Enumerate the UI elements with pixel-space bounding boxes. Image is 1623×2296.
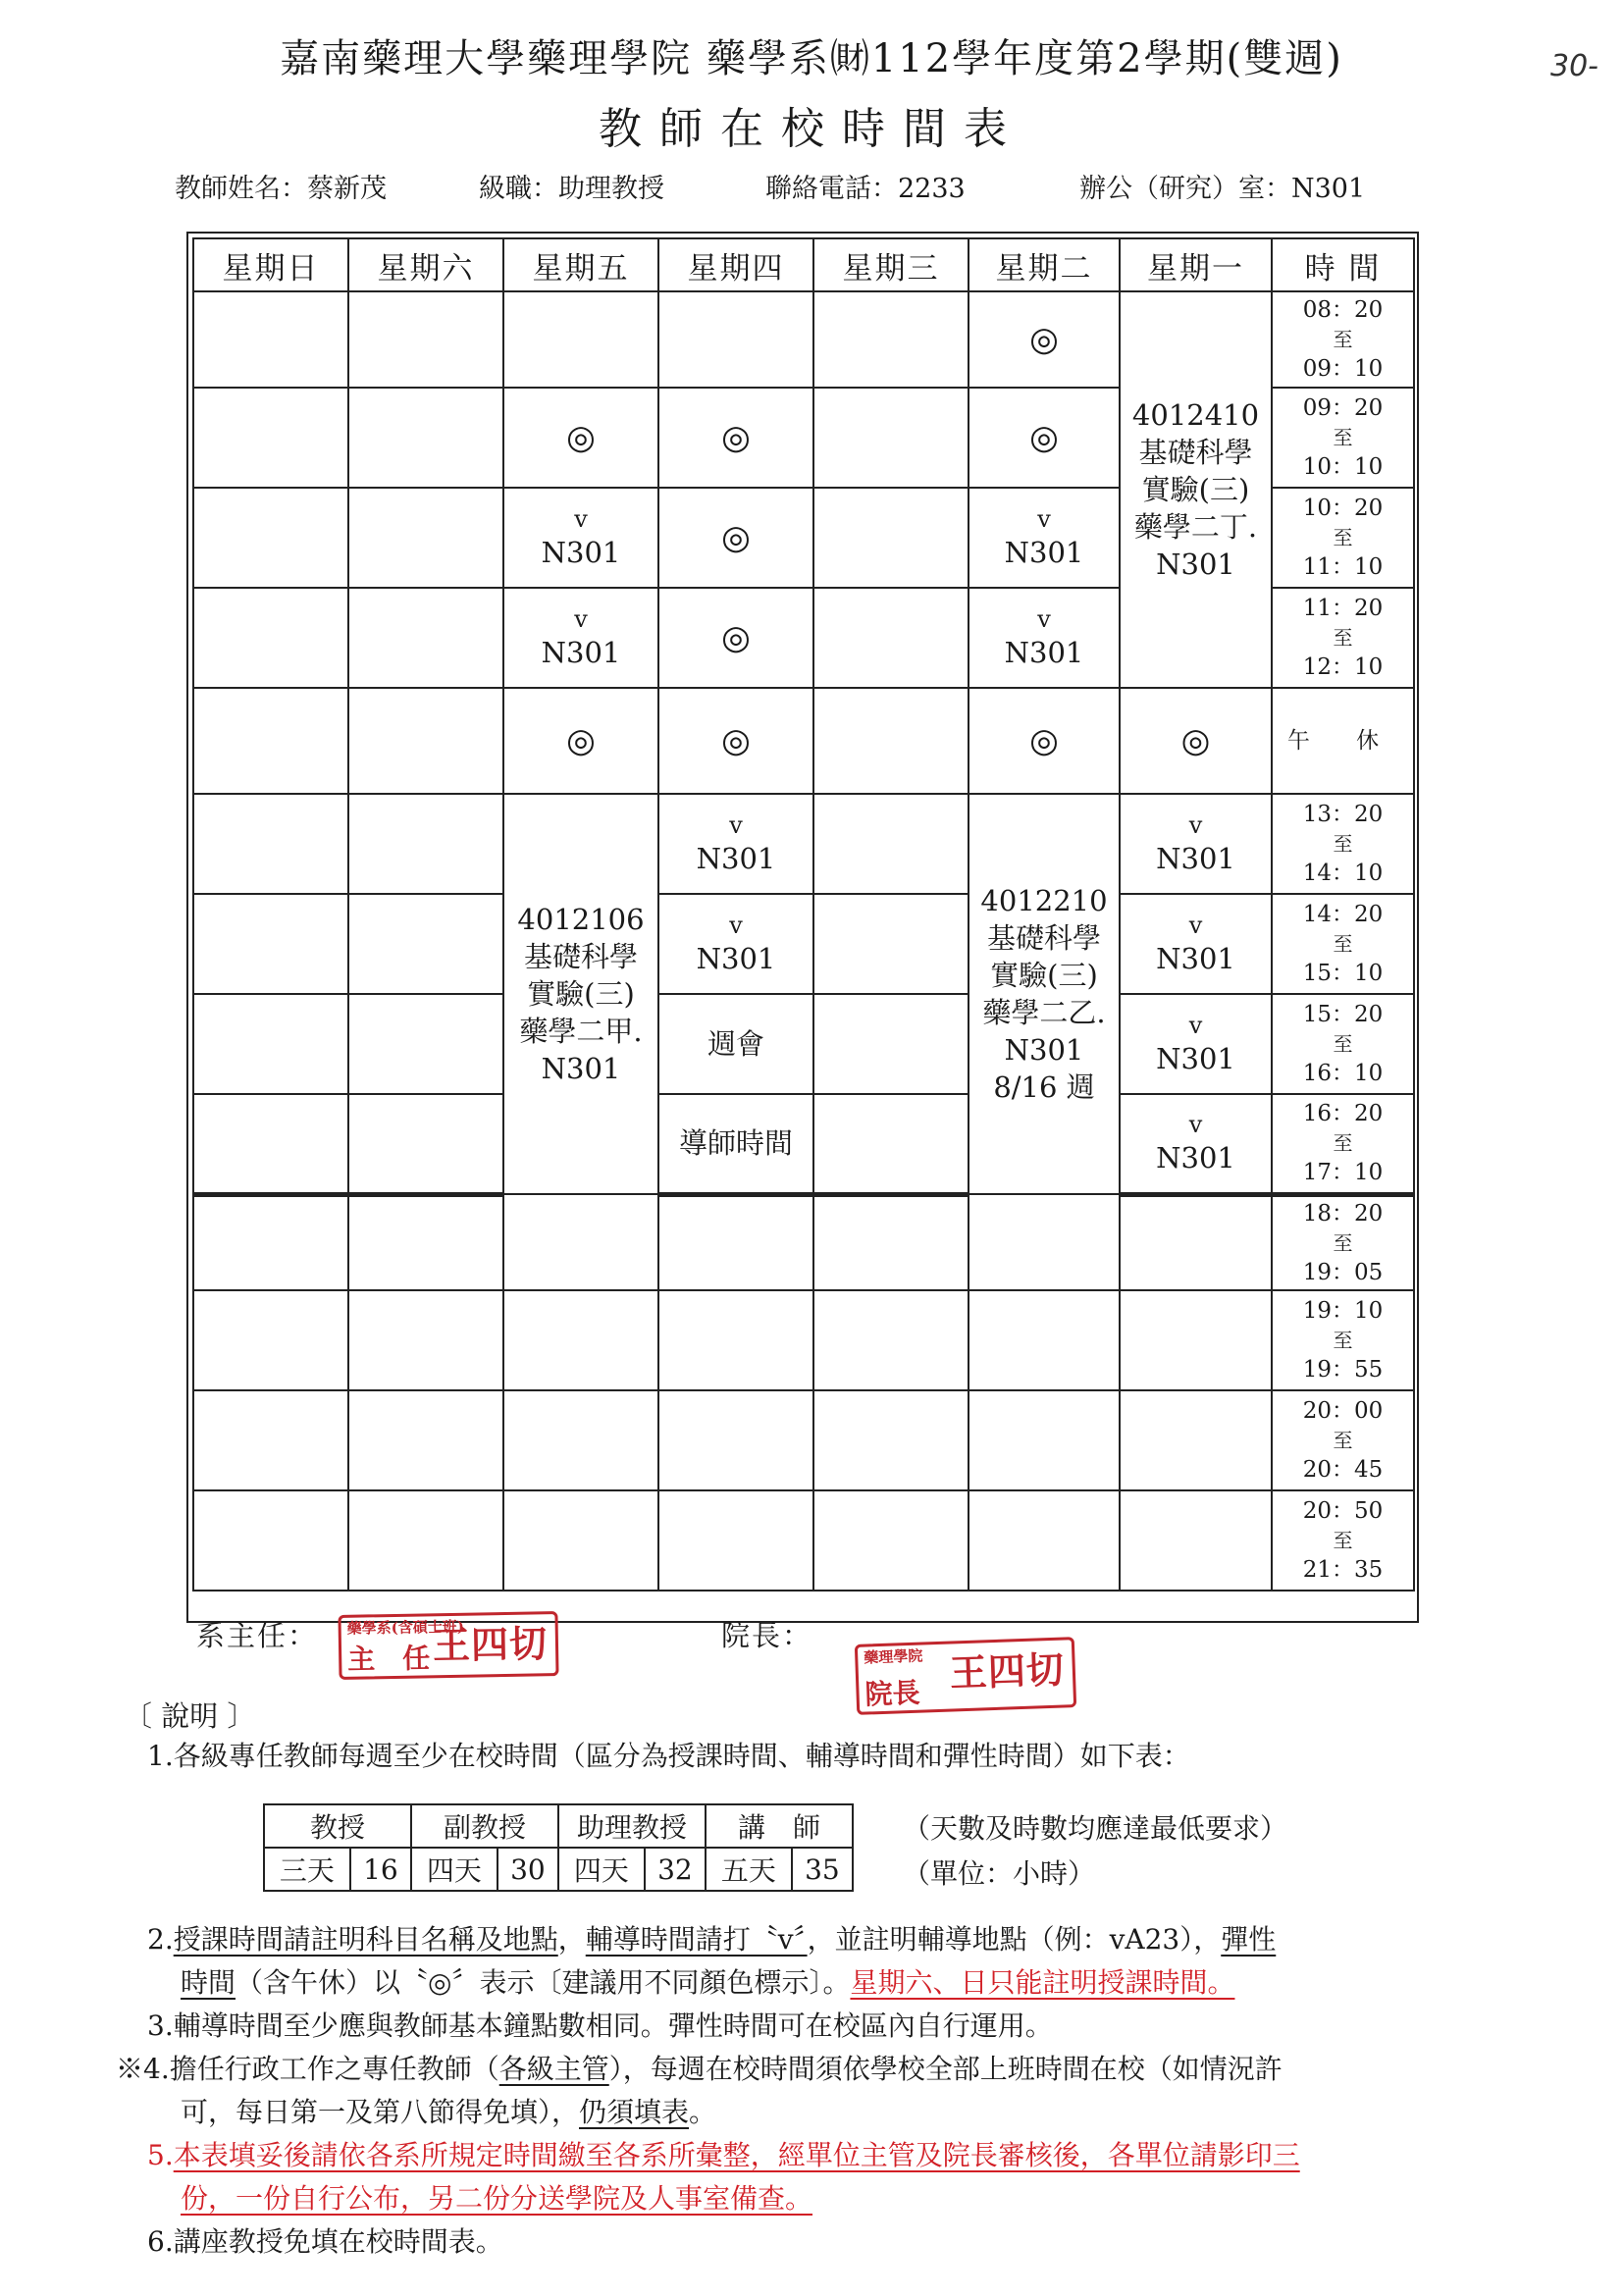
rank-title: 講 師 (706, 1804, 853, 1848)
note-5-text: 本表填妥後請依各系所規定時間繳至各系所彙整，經單位主管及院長審核後，各單位請影印三 (173, 2139, 1300, 2171)
dean-stamp (855, 1637, 1076, 1715)
time-cell-6 (1272, 894, 1414, 994)
rank-days: 四天 (558, 1848, 645, 1891)
note-number: 2. (147, 1923, 174, 1956)
header-monday: 星期一 (1120, 238, 1272, 291)
course-name: 基礎科學 (523, 940, 638, 973)
cell (348, 794, 503, 894)
header-friday: 星期五 (503, 238, 658, 291)
check-mark: v (729, 811, 743, 839)
flex-mark: ◎ (1029, 417, 1059, 457)
time-start: 13：20 (1302, 802, 1384, 827)
rank-days: 五天 (706, 1848, 792, 1891)
time-to: 至 (1333, 626, 1353, 650)
cell (503, 291, 658, 388)
stamp-name-text: 王四切 (432, 1621, 549, 1668)
room-label: N301 (1156, 1141, 1235, 1175)
cell-thu-p5 (658, 794, 813, 894)
cell (348, 1094, 503, 1194)
time-end: 16：10 (1302, 1061, 1384, 1086)
cell-fri-p3 (503, 488, 658, 588)
cell (503, 1390, 658, 1490)
cell (348, 1490, 503, 1591)
rank-days: 三天 (264, 1848, 350, 1891)
time-cell-7 (1272, 994, 1414, 1094)
cell (348, 1390, 503, 1490)
course-class: 藥學二丁. (1133, 510, 1258, 544)
cell (348, 1194, 503, 1290)
time-end: 19：05 (1302, 1259, 1384, 1285)
cell (193, 994, 348, 1094)
time-start: 18：20 (1302, 1200, 1384, 1226)
course-class: 藥學二乙. (982, 996, 1106, 1029)
lunch-row (193, 688, 1414, 794)
time-cell-8 (1272, 1094, 1414, 1194)
cell (969, 1290, 1120, 1390)
cell (348, 688, 503, 794)
cell (193, 688, 348, 794)
time-end: 20：45 (1302, 1457, 1384, 1483)
weekly-meeting-label: 週會 (707, 1027, 764, 1061)
note-2-weekend-warning: 星期六、日只能註明授課時間。 (850, 1966, 1235, 1999)
room-label: N301 (1156, 1042, 1235, 1075)
cell (969, 1390, 1120, 1490)
note-2-teaching: 授課時間請註明科目名稱及地點 (173, 1923, 558, 1956)
course-weeks: 8/16 週 (993, 1070, 1095, 1104)
course-name: 基礎科學 (986, 921, 1101, 955)
time-to: 至 (1333, 1429, 1353, 1452)
cell-thu-p8 (658, 1094, 813, 1194)
rank-hours: 16 (350, 1848, 411, 1891)
course-code: 4012210 (980, 884, 1108, 917)
cell (348, 488, 503, 588)
time-start: 08：20 (1302, 297, 1384, 323)
handwritten-page-mark: 30- (1550, 49, 1598, 83)
rank-requirement-table (263, 1803, 854, 1892)
room-label: N301 (696, 942, 776, 975)
cell (813, 794, 969, 894)
header-time: 時 間 (1272, 238, 1414, 291)
cell (813, 488, 969, 588)
time-start: 16：20 (1302, 1101, 1384, 1127)
note-2-counseling: 輔導時間請打〝v〞 (585, 1923, 808, 1956)
note-2-flex-time: 時間 (181, 1966, 236, 1999)
cell-mon-lunch (1120, 688, 1272, 794)
cell (813, 994, 969, 1094)
cell (1120, 1490, 1272, 1591)
dean-label: 院長： (721, 1619, 813, 1652)
header-sunday: 星期日 (193, 238, 348, 291)
note-4-line-1 (116, 2048, 1283, 2091)
room-label: N301 (1004, 636, 1084, 669)
cell-thu-p2 (658, 388, 813, 488)
cell (1120, 1290, 1272, 1390)
flex-mark: ◎ (721, 417, 751, 457)
time-to: 至 (1333, 426, 1353, 449)
time-start: 14：20 (1302, 902, 1384, 927)
check-mark: v (1188, 912, 1203, 939)
note-4-text: 。 (689, 2096, 717, 2128)
time-end: 09：10 (1302, 356, 1384, 382)
room-label: N301 (696, 842, 776, 875)
cell (813, 1390, 969, 1490)
cell (658, 1490, 813, 1591)
header-thursday: 星期四 (658, 238, 813, 291)
cell (348, 894, 503, 994)
cell (348, 291, 503, 388)
stamp-title-text: 主 任 (346, 1642, 431, 1676)
teacher-office: 辦公（研究）室：N301 (1079, 174, 1366, 204)
note-2-line-2 (181, 1961, 1234, 2005)
note-5-text: 份，一份自行公布，另二份分送學院及人事室備查。 (181, 2182, 813, 2215)
cell (348, 588, 503, 688)
cell (813, 1094, 969, 1194)
note-5-line-2 (181, 2177, 812, 2220)
page-title: 嘉南藥理大學藥理學院 藥學系㈶112學年度第2學期(雙週) (280, 36, 1343, 81)
cell (813, 291, 969, 388)
note-4-text: ），每週在校時間須依學校全部上班時間在校（如情況許 (608, 2053, 1283, 2085)
room-label: N301 (541, 636, 621, 669)
cell-tue-p4 (969, 588, 1120, 688)
evening-row-1 (193, 1194, 1414, 1290)
room-label: N301 (541, 536, 621, 569)
flex-mark: ◎ (566, 720, 596, 760)
time-to: 至 (1333, 1032, 1353, 1056)
header-row (193, 238, 1414, 291)
time-to: 至 (1333, 1230, 1353, 1255)
course-name-part: 實驗(三) (990, 959, 1098, 992)
check-mark: v (729, 912, 743, 939)
time-cell-2 (1272, 388, 1414, 488)
cell (193, 291, 348, 388)
cell-fri-p4 (503, 588, 658, 688)
evening-row-3 (193, 1390, 1414, 1490)
check-mark: v (1188, 1111, 1203, 1139)
cell (813, 1490, 969, 1591)
time-end: 14：10 (1302, 861, 1384, 886)
notes-heading: 〔 說明 〕 (124, 1699, 256, 1733)
rank-title: 助理教授 (558, 1804, 706, 1848)
time-cell-4 (1272, 588, 1414, 688)
time-to: 至 (1333, 1529, 1353, 1552)
period-row-8 (193, 1094, 1414, 1194)
cell (503, 1290, 658, 1390)
cell-fri-p2 (503, 388, 658, 488)
cell (813, 388, 969, 488)
time-end: 15：10 (1302, 961, 1384, 986)
time-cell-5 (1272, 794, 1414, 894)
time-to: 至 (1333, 1131, 1353, 1156)
time-cell-11 (1272, 1390, 1414, 1490)
stamp-college-text: 藥理學院 (863, 1646, 923, 1667)
note-3: 3.輔導時間至少應與教師基本鐘點數相同。彈性時間可在校區內自行運用。 (147, 2009, 1053, 2042)
check-mark: v (1188, 811, 1203, 839)
time-cell-lunch (1272, 688, 1414, 794)
cell-thu-p3 (658, 488, 813, 588)
time-end: 10：10 (1302, 454, 1384, 480)
rank-title: 教授 (264, 1804, 411, 1848)
schedule-table (192, 237, 1415, 1592)
time-to: 至 (1333, 832, 1353, 856)
note-1: 1.各級專任教師每週至少在校時間（區分為授課時間、輔導時間和彈性時間）如下表： (147, 1740, 1190, 1772)
note-4-managers: 各級主管 (498, 2053, 609, 2085)
course-cell-tuesday-pm (969, 794, 1120, 1194)
time-start: 11：20 (1302, 596, 1384, 621)
note-2-text: ，並註明輔導地點（例：vA23）， (807, 1923, 1222, 1956)
dept-head-label: 系主任： (196, 1619, 319, 1652)
time-end: 21：35 (1302, 1557, 1384, 1583)
cell (193, 388, 348, 488)
cell (193, 1094, 348, 1194)
time-cell-3 (1272, 488, 1414, 588)
note-4-must-fill: 仍須填表 (579, 2096, 690, 2128)
stamp-title-text: 院長 (864, 1676, 921, 1711)
header-wednesday: 星期三 (813, 238, 969, 291)
course-cell-friday-pm (503, 794, 658, 1194)
cell (503, 1490, 658, 1591)
time-cell-9 (1272, 1194, 1414, 1290)
time-start: 10：20 (1302, 496, 1384, 521)
time-to: 至 (1333, 328, 1353, 351)
note-4-text: ※4.擔任行政工作之專任教師（ (116, 2053, 499, 2085)
rank-hours: 35 (792, 1848, 853, 1891)
check-mark: v (1188, 1012, 1203, 1039)
cell (348, 994, 503, 1094)
time-cell-12 (1272, 1490, 1414, 1591)
flex-mark: ◎ (721, 517, 751, 557)
check-mark: v (574, 505, 588, 533)
cell (193, 1390, 348, 1490)
course-room: N301 (1156, 548, 1235, 581)
cell (503, 1194, 658, 1290)
time-end: 11：10 (1302, 554, 1384, 580)
teacher-name: 教師姓名：蔡新茂 (175, 174, 387, 204)
flex-mark: ◎ (721, 720, 751, 760)
header-tuesday: 星期二 (969, 238, 1120, 291)
note-4-line-2 (181, 2091, 716, 2134)
cell-tue-p1 (969, 291, 1120, 388)
dept-head-stamp (338, 1611, 558, 1680)
check-mark: v (574, 605, 588, 633)
cell-fri-lunch (503, 688, 658, 794)
cell (1120, 1390, 1272, 1490)
rank-title: 副教授 (411, 1804, 558, 1848)
cell-mon-p5 (1120, 794, 1272, 894)
flex-mark: ◎ (1029, 720, 1059, 760)
course-class: 藥學二甲. (519, 1015, 643, 1048)
rank-note-minimum: （天數及時數均應達最低要求） (903, 1812, 1288, 1845)
cell (193, 1490, 348, 1591)
cell-thu-p4 (658, 588, 813, 688)
check-mark: v (1037, 605, 1051, 633)
period-row-7 (193, 994, 1414, 1094)
cell (658, 1290, 813, 1390)
time-to: 至 (1333, 932, 1353, 956)
time-end: 19：55 (1302, 1357, 1384, 1383)
cell (658, 1194, 813, 1290)
cell (658, 1390, 813, 1490)
time-end: 12：10 (1302, 654, 1384, 680)
time-cell-10 (1272, 1290, 1414, 1390)
cell (193, 1290, 348, 1390)
course-code: 4012106 (517, 903, 645, 936)
rank-note-unit: （單位：小時） (903, 1857, 1096, 1890)
cell (813, 894, 969, 994)
note-2-flex: 彈性 (1221, 1923, 1277, 1956)
room-label: N301 (1156, 842, 1235, 875)
note-2-sep: ， (557, 1923, 586, 1956)
cell (193, 1194, 348, 1290)
cell-tue-lunch (969, 688, 1120, 794)
cell-tue-p3 (969, 488, 1120, 588)
time-to: 至 (1333, 526, 1353, 549)
cell-thu-lunch (658, 688, 813, 794)
cell (348, 1290, 503, 1390)
rank-hours: 30 (497, 1848, 558, 1891)
note-4-text: 可，每日第一及第八節得免填）， (181, 2096, 580, 2128)
cell-mon-p8 (1120, 1094, 1272, 1194)
page-subtitle: 教師在校時間表 (599, 104, 1024, 154)
cell (193, 488, 348, 588)
cell (193, 588, 348, 688)
note-6: 6.講座教授免填在校時間表。 (147, 2225, 503, 2258)
cell (969, 1490, 1120, 1591)
evening-row-4 (193, 1490, 1414, 1591)
cell (813, 588, 969, 688)
period-row-1 (193, 291, 1414, 388)
time-end: 17：10 (1302, 1160, 1384, 1186)
lunch-label: 午 休 (1286, 728, 1399, 754)
time-to: 至 (1333, 1329, 1353, 1352)
cell-thu-p7 (658, 994, 813, 1094)
rank-days: 四天 (411, 1848, 497, 1891)
course-cell-monday-am (1120, 291, 1272, 688)
rank-hours: 32 (645, 1848, 706, 1891)
cell (813, 1290, 969, 1390)
teacher-phone: 聯絡電話：2233 (765, 174, 966, 204)
flex-mark: ◎ (1029, 319, 1059, 359)
note-2-line-1 (147, 1918, 1276, 1961)
check-mark: v (1037, 505, 1051, 533)
period-row-5 (193, 794, 1414, 894)
note-number: 5. (147, 2139, 174, 2171)
room-label: N301 (1156, 942, 1235, 975)
header-saturday: 星期六 (348, 238, 503, 291)
course-name-part: 實驗(三) (1141, 473, 1250, 506)
room-label: N301 (1004, 536, 1084, 569)
flex-mark: ◎ (1180, 720, 1211, 760)
mentor-time-label: 導師時間 (678, 1126, 793, 1161)
time-start: 15：20 (1302, 1002, 1384, 1027)
course-name: 基礎科學 (1138, 436, 1253, 469)
time-start: 20：00 (1302, 1398, 1384, 1424)
cell (193, 894, 348, 994)
stamp-name-text: 王四切 (949, 1646, 1066, 1696)
time-start: 09：20 (1302, 395, 1384, 421)
cell-mon-p7 (1120, 994, 1272, 1094)
cell (813, 688, 969, 794)
cell (813, 1194, 969, 1290)
teacher-rank: 級職：助理教授 (479, 174, 664, 204)
stamp-dept-text: 藥學系(含碩士班) (346, 1617, 465, 1638)
time-start: 20：50 (1302, 1498, 1384, 1524)
course-room: N301 (541, 1052, 621, 1085)
cell (1120, 1194, 1272, 1290)
time-cell-1 (1272, 291, 1414, 388)
cell (193, 794, 348, 894)
cell (969, 1194, 1120, 1290)
flex-mark: ◎ (721, 617, 751, 657)
cell (348, 388, 503, 488)
cell-thu-p6 (658, 894, 813, 994)
course-name-part: 實驗(三) (527, 977, 635, 1011)
note-5-line-1 (147, 2134, 1300, 2177)
course-code: 4012410 (1131, 398, 1260, 432)
cell-mon-p6 (1120, 894, 1272, 994)
evening-row-2 (193, 1290, 1414, 1390)
cell (658, 291, 813, 388)
note-2-text: （含午休）以〝◎〞表示〔建議用不同顏色標示〕。 (236, 1966, 851, 1999)
cell-tue-p2 (969, 388, 1120, 488)
flex-mark: ◎ (566, 417, 596, 457)
course-room: N301 (1004, 1033, 1084, 1067)
period-row-6 (193, 894, 1414, 994)
time-start: 19：10 (1302, 1298, 1384, 1324)
